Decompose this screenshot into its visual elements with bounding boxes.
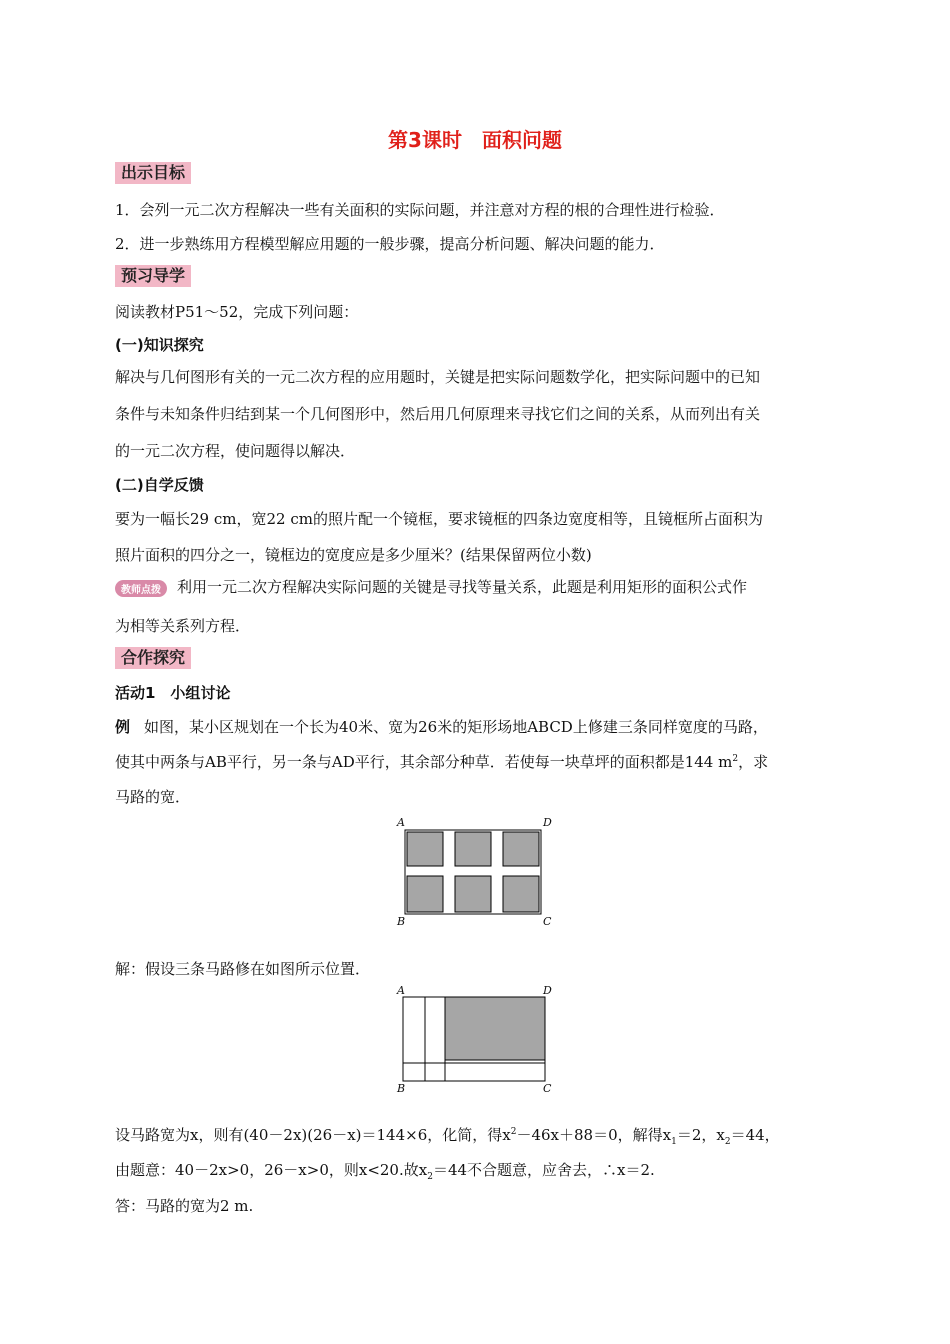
label-a: A — [397, 984, 405, 997]
goal-1: 1．会列一元二次方程解决一些有关面积的实际问题，并注意对方程的根的合理性进行检验． — [115, 201, 725, 219]
teacher-tip-badge: 教师点拨 — [115, 580, 167, 597]
feedback-heading: (二)自学反馈 — [115, 476, 204, 494]
section-goals-tag: 出示目标 — [115, 162, 191, 184]
goal-2: 2．进一步熟练用方程模型解应用题的一般步骤，提高分析问题、解决问题的能力． — [115, 235, 665, 253]
label-b: B — [397, 915, 406, 928]
figure-problem — [395, 814, 565, 934]
label-d: D — [543, 816, 552, 829]
example-line-2: 使其中两条与AB平行，另一条与AD平行，其余部分种草．若使每一块草坪的面积都是144 $m^2$，求 — [115, 753, 769, 771]
label-c: C — [543, 915, 552, 928]
label-a: A — [397, 816, 405, 829]
teacher-tip-line-2: 为相等关系列方程． — [115, 617, 251, 635]
label-b: B — [397, 1082, 406, 1095]
knowledge-line-1: 解决与几何图形有关的一元二次方程的应用题时，关键是把实际问题数学化，把实际问题中的已知 — [115, 368, 761, 386]
example-line-3: 马路的宽． — [115, 788, 191, 806]
section-preview-tag: 预习导学 — [115, 265, 191, 287]
section-coop-tag: 合作探究 — [115, 647, 191, 669]
equation-line: 设马路宽为x，则有(40－2x)(26－x)＝144×6，化简，得$x^2-46x+88=0$，解得$x_1=2$，$x_2=44$， — [115, 1126, 780, 1147]
knowledge-line-3: 的一元二次方程，使问题得以解决． — [115, 442, 356, 460]
feedback-line-2: 照片面积的四分之一，镜框边的宽度应是多少厘米？(结果保留两位小数) — [115, 546, 592, 564]
teacher-tip — [115, 576, 747, 597]
knowledge-heading: (一)知识探究 — [115, 336, 204, 354]
figure-solution — [395, 982, 565, 1100]
label-c: C — [543, 1082, 552, 1095]
activity-heading: 活动1 小组讨论 — [115, 684, 231, 702]
figure-problem-drawing — [395, 814, 565, 934]
preview-intro: 阅读教材P51～52，完成下列问题： — [115, 303, 359, 321]
knowledge-line-2: 条件与未知条件归结到某一个几何图形中，然后用几何原理来寻找它们之间的关系，从而列出有关 — [115, 405, 761, 423]
example-line-1: 例 如图，某小区规划在一个长为40米、宽为26米的矩形场地ABCD上修建三条同样宽度的马路， — [115, 718, 768, 736]
example-label: 例 — [115, 718, 131, 736]
condition-line: 由题意：40－2x>0，26－x>0，则x<20.故$x_2=44$不合题意，应舍去，∴x＝2. — [115, 1161, 655, 1182]
feedback-line-1: 要为一幅长29 cm，宽22 cm的照片配一个镜框，要求镜框的四条边宽度相等，且镜框所占面积为 — [115, 510, 763, 528]
solution-intro: 解：假设三条马路修在如图所示位置． — [115, 960, 371, 978]
figure-solution-drawing — [395, 982, 565, 1100]
page-title: 第3课时 面积问题 — [388, 128, 562, 152]
label-d: D — [543, 984, 552, 997]
answer-line: 答：马路的宽为2 m. — [115, 1197, 254, 1215]
teacher-tip-line-1: 利用一元二次方程解决实际问题的关键是寻找等量关系，此题是利用矩形的面积公式作 — [177, 578, 748, 596]
